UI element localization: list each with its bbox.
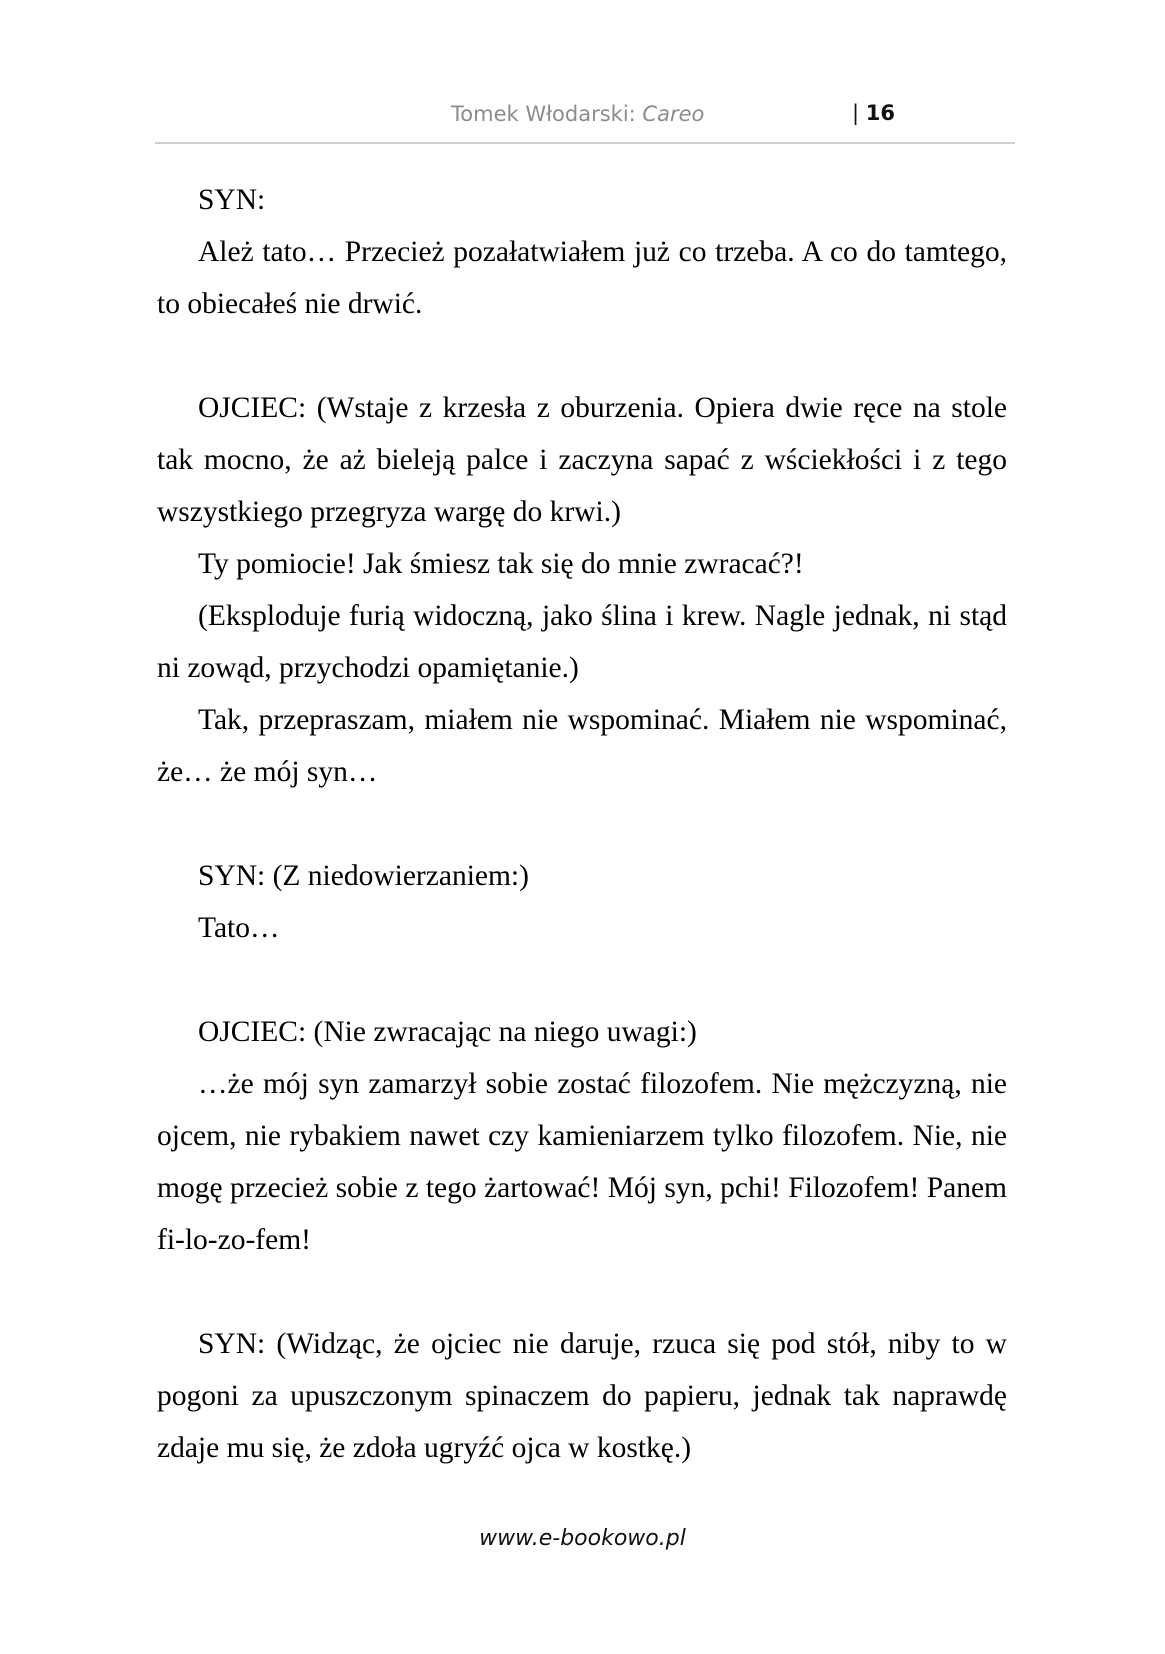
dialogue-paragraph: Tato… xyxy=(198,912,280,944)
stage-direction-paragraph: SYN: (Widząc, że ojciec nie daruje, rzuca się pod stół, niby to w pogoni za upuszczonym spinaczem do papieru, jednak tak naprawdę zdaje mu się, że zdoła ugryźć ojca w kostkę.) xyxy=(157,1328,1007,1464)
dialogue-paragraph: Ty pomiocie! Jak śmiesz tak się do mnie zwracać?! xyxy=(198,548,804,580)
stage-direction-paragraph: (Eksploduje furią widoczną, jako ślina i krew. Nagle jednak, ni stąd ni zowąd, przychodzi opamiętanie.) xyxy=(157,600,1007,684)
work-title: Careo xyxy=(642,102,705,126)
page-body xyxy=(157,174,1007,1474)
speaker-line: SYN: xyxy=(198,184,266,216)
page-number: 16 xyxy=(865,101,895,125)
dialogue-paragraph: Tak, przepraszam, miałem nie wspominać. Miałem nie wspominać, że… że mój syn… xyxy=(157,704,1007,788)
footer-url: www.e-bookowo.pl xyxy=(479,1526,686,1551)
speaker-line: OJCIEC: (Nie zwracając na niego uwagi:) xyxy=(198,1016,697,1048)
running-title xyxy=(451,102,704,126)
dialogue-paragraph: …że mój syn zamarzył sobie zostać filozofem. Nie mężczyzną, nie ojcem, nie rybakiem nawet czy kamieniarzem tylko filozofem. Nie, nie mogę przecież sobie z tego żartować! Mój syn, pchi! Filozofem! Panem fi-lo-zo-fem! xyxy=(157,1068,1007,1256)
dialogue-paragraph: Ależ tato… Przecież pozałatwiałem już co trzeba. A co do tamtego, to obiecałeś nie drwić. xyxy=(157,236,1007,320)
author-name: Tomek Włodarski: xyxy=(451,102,643,126)
page-header xyxy=(155,92,1015,144)
page-number-block xyxy=(852,101,895,125)
page-separator: | xyxy=(852,101,866,125)
speaker-line: SYN: (Z niedowierzaniem:) xyxy=(198,860,529,892)
stage-direction-paragraph: OJCIEC: (Wstaje z krzesła z oburzenia. Opiera dwie ręce na stole tak mocno, że aż bieleją palce i zaczyna sapać z wściekłości i z tego wszystkiego przegryza wargę do krwi.) xyxy=(157,392,1007,528)
